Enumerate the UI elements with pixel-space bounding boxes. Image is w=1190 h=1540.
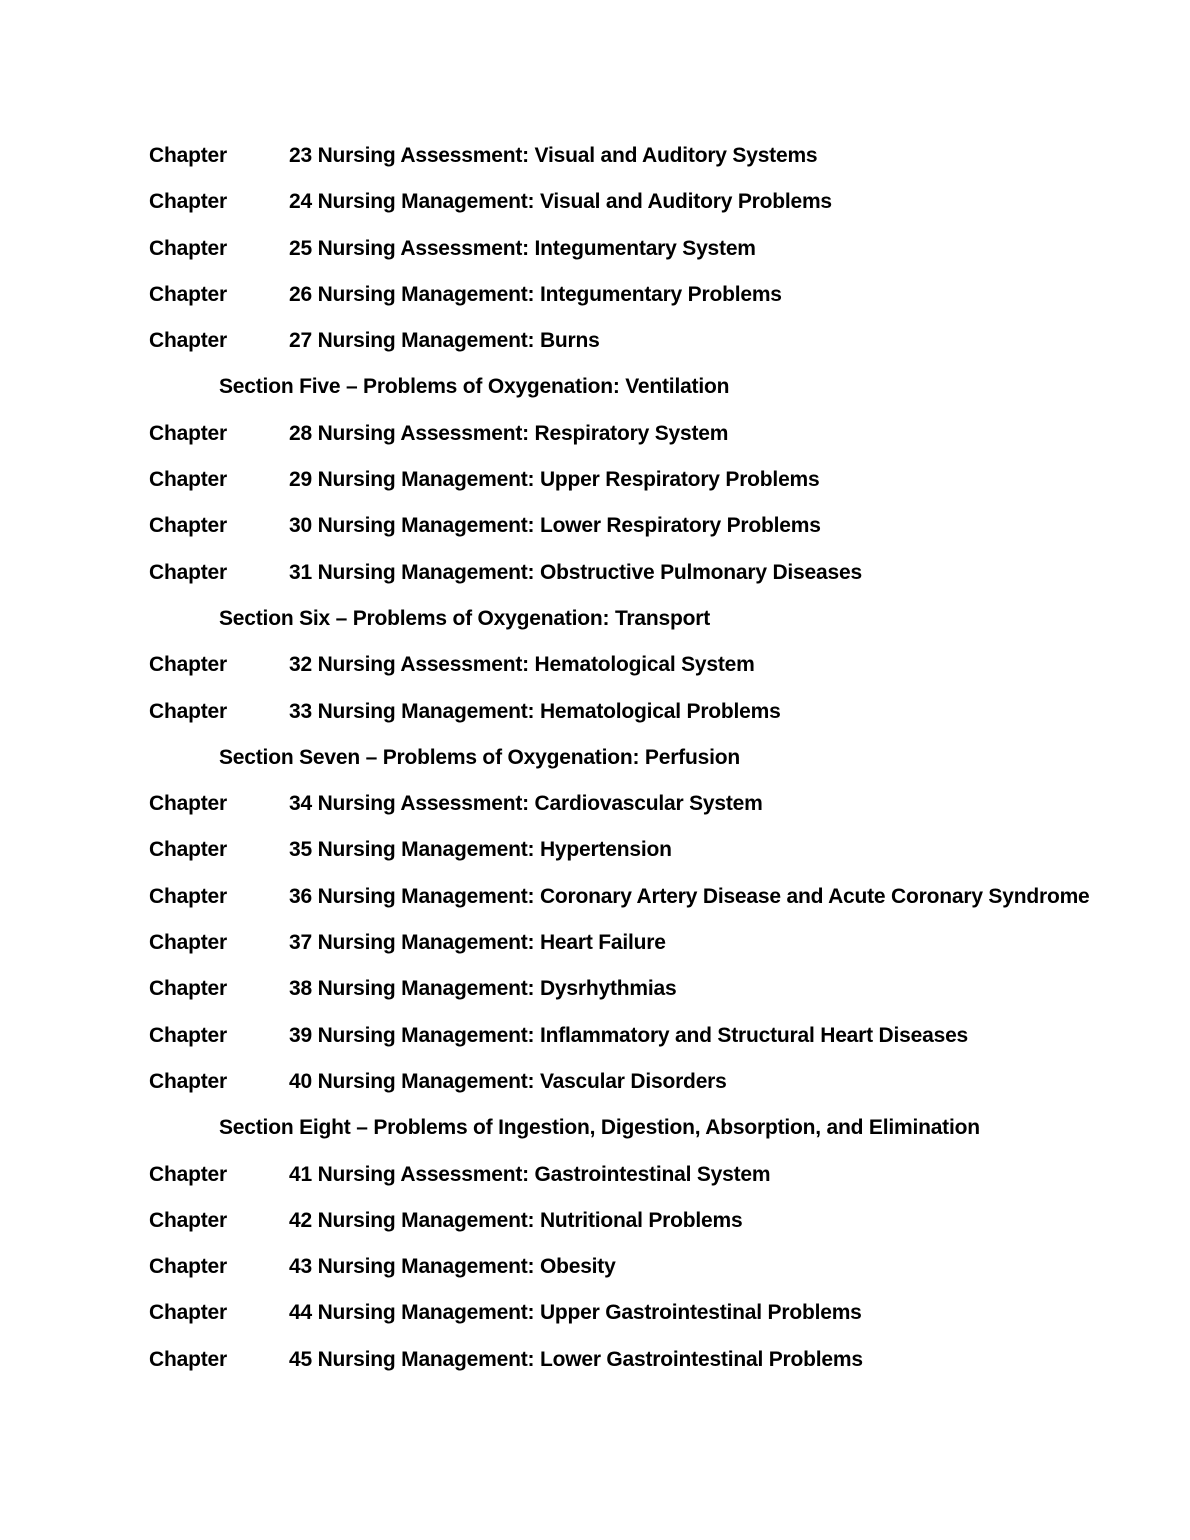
toc-chapter-entry bbox=[149, 279, 1179, 325]
chapter-label: Chapter bbox=[149, 653, 227, 677]
chapter-title: 26 Nursing Management: Integumentary Problems bbox=[289, 282, 782, 306]
chapter-title: 25 Nursing Assessment: Integumentary System bbox=[289, 236, 756, 260]
chapter-title: 44 Nursing Management: Upper Gastrointestinal Problems bbox=[289, 1301, 862, 1325]
toc-chapter-entry bbox=[149, 881, 1179, 927]
chapter-label: Chapter bbox=[149, 699, 227, 723]
chapter-label: Chapter bbox=[149, 468, 227, 492]
toc-chapter-entry bbox=[149, 1020, 1179, 1066]
toc-chapter-entry bbox=[149, 834, 1179, 880]
toc-chapter-entry bbox=[149, 510, 1179, 556]
chapter-title: 24 Nursing Management: Visual and Auditory Problems bbox=[289, 190, 832, 214]
chapter-label: Chapter bbox=[149, 560, 227, 584]
chapter-title: 38 Nursing Management: Dysrhythmias bbox=[289, 977, 677, 1001]
toc-chapter-entry bbox=[149, 696, 1179, 742]
toc-chapter-entry bbox=[149, 557, 1179, 603]
toc-chapter-entry bbox=[149, 418, 1179, 464]
chapter-label: Chapter bbox=[149, 1301, 227, 1325]
chapter-title: 27 Nursing Management: Burns bbox=[289, 329, 600, 353]
chapter-label: Chapter bbox=[149, 190, 227, 214]
chapter-title: 30 Nursing Management: Lower Respiratory Problems bbox=[289, 514, 821, 538]
chapter-label: Chapter bbox=[149, 1069, 227, 1093]
toc-chapter-entry bbox=[149, 649, 1179, 695]
toc-chapter-entry bbox=[149, 927, 1179, 973]
toc-chapter-entry bbox=[149, 1251, 1179, 1297]
chapter-label: Chapter bbox=[149, 1023, 227, 1047]
chapter-title: 32 Nursing Assessment: Hematological System bbox=[289, 653, 755, 677]
toc-section-heading: Section Five – Problems of Oxygenation: Ventilation bbox=[219, 375, 730, 399]
toc-chapter-entry bbox=[149, 1159, 1179, 1205]
chapter-label: Chapter bbox=[149, 144, 227, 167]
chapter-label: Chapter bbox=[149, 977, 227, 1001]
chapter-label: Chapter bbox=[149, 792, 227, 816]
chapter-label: Chapter bbox=[149, 282, 227, 306]
toc-chapter-entry bbox=[149, 1344, 1179, 1390]
toc-chapter-entry bbox=[149, 325, 1179, 371]
chapter-label: Chapter bbox=[149, 838, 227, 862]
chapter-label: Chapter bbox=[149, 931, 227, 955]
table-of-contents bbox=[149, 140, 1179, 1390]
chapter-title: 41 Nursing Assessment: Gastrointestinal System bbox=[289, 1162, 771, 1186]
chapter-title: 40 Nursing Management: Vascular Disorders bbox=[289, 1069, 727, 1093]
chapter-label: Chapter bbox=[149, 1208, 227, 1232]
chapter-title: 34 Nursing Assessment: Cardiovascular System bbox=[289, 792, 763, 816]
chapter-label: Chapter bbox=[149, 1255, 227, 1279]
chapter-label: Chapter bbox=[149, 1162, 227, 1186]
chapter-title: 29 Nursing Management: Upper Respiratory Problems bbox=[289, 468, 820, 492]
chapter-label: Chapter bbox=[149, 1347, 227, 1371]
chapter-label: Chapter bbox=[149, 421, 227, 445]
toc-chapter-entry bbox=[149, 788, 1179, 834]
toc-chapter-entry bbox=[149, 140, 1179, 186]
toc-chapter-entry bbox=[149, 973, 1179, 1019]
chapter-title: 31 Nursing Management: Obstructive Pulmonary Diseases bbox=[289, 560, 862, 584]
chapter-title: 45 Nursing Management: Lower Gastrointestinal Problems bbox=[289, 1347, 863, 1371]
chapter-title: 43 Nursing Management: Obesity bbox=[289, 1255, 616, 1279]
chapter-label: Chapter bbox=[149, 236, 227, 260]
chapter-title: 33 Nursing Management: Hematological Problems bbox=[289, 699, 781, 723]
chapter-title: 28 Nursing Assessment: Respiratory System bbox=[289, 421, 729, 445]
toc-section-heading: Section Six – Problems of Oxygenation: Transport bbox=[219, 606, 711, 630]
toc-chapter-entry bbox=[149, 233, 1179, 279]
chapter-title: 36 Nursing Management: Coronary Artery Disease and Acute Coronary Syndrome bbox=[289, 884, 1090, 908]
chapter-label: Chapter bbox=[149, 514, 227, 538]
chapter-label: Chapter bbox=[149, 329, 227, 353]
chapter-title: 37 Nursing Management: Heart Failure bbox=[289, 931, 666, 955]
toc-chapter-entry bbox=[149, 1297, 1179, 1343]
chapter-title: 42 Nursing Management: Nutritional Problems bbox=[289, 1208, 743, 1232]
toc-chapter-entry bbox=[149, 1066, 1179, 1112]
chapter-title: 35 Nursing Management: Hypertension bbox=[289, 838, 672, 862]
toc-chapter-entry bbox=[149, 464, 1179, 510]
chapter-label: Chapter bbox=[149, 884, 227, 908]
toc-section-heading: Section Eight – Problems of Ingestion, Digestion, Absorption, and Elimination bbox=[219, 1116, 980, 1140]
chapter-title: 23 Nursing Assessment: Visual and Auditory Systems bbox=[289, 144, 818, 167]
toc-chapter-entry bbox=[149, 1205, 1179, 1251]
toc-chapter-entry bbox=[149, 186, 1179, 232]
chapter-title: 39 Nursing Management: Inflammatory and Structural Heart Diseases bbox=[289, 1023, 969, 1047]
toc-section-heading: Section Seven – Problems of Oxygenation: Perfusion bbox=[219, 745, 740, 769]
